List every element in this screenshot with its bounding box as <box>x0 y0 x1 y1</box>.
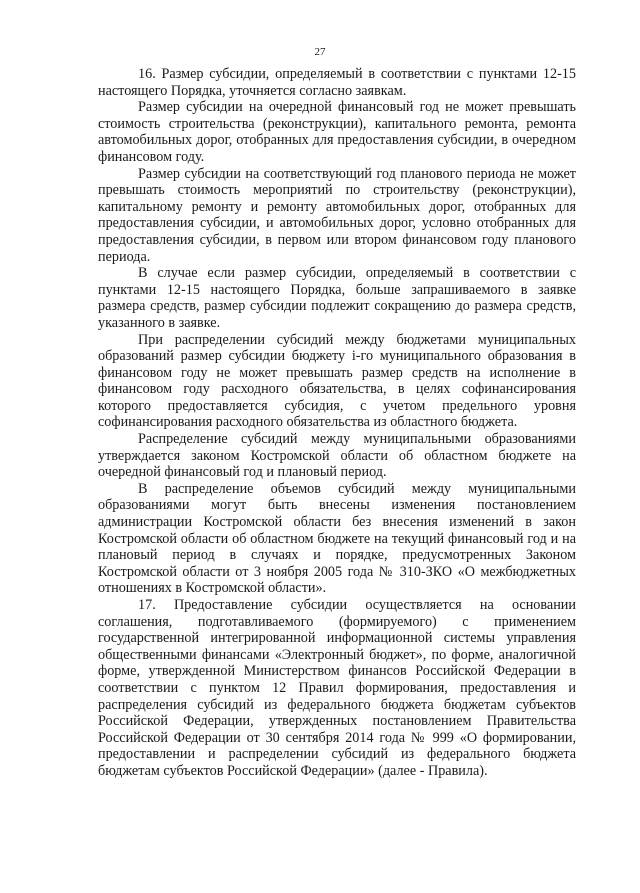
paragraph-distribution-approval: Распределение субсидий между муниципальными образованиями утверждается законом Костромской области об областном бюджете на очередной финансовый год и плановый период. <box>98 431 576 481</box>
paragraph-17-agreement: 17. Предоставление субсидии осуществляется на основании соглашения, подготавливаемого (формируемого) с применением государственной интегрированной информационной системы управления общественными финансами «Электронный бюджет», по форме, аналогичной форме, утвержденной Министерством финансов Российской Федерации в соответствии с пунктом 12 Правил формирования, предоставления и распределения субсидий из федерального бюджета бюджетам субъектов Российской Федерации, утвержденных постановлением Правительства Российской Федерации от 30 сентября 2014 года № 999 «О формировании, предоставлении и распределении субсидий из федерального бюджета бюджетам субъектов Российской Федерации» (далее - Правила). <box>98 597 576 779</box>
paragraph-reduction-to-requested: В случае если размер субсидии, определяемый в соответствии с пунктами 12-15 настоящего Порядка, больше запрашиваемого в заявке размера средств, размер субсидии подлежит сокращению до размера средств, указанного в заявке. <box>98 265 576 331</box>
page-number: 27 <box>314 46 326 58</box>
paragraph-16-subsidy-size: 16. Размер субсидии, определяемый в соответствии с пунктами 12-15 настоящего Порядка, уточняется согласно заявкам. <box>98 66 576 99</box>
paragraph-planning-period-limit: Размер субсидии на соответствующий год планового периода не может превышать стоимость мероприятий по строительству (реконструкции), капитальному ремонту и ремонту автомобильных дорог, отобранных для предоставления субсидии, и автомобильных дорог, условно отобранных для предоставления субсидии, в первом или втором финансовом году планового периода. <box>98 165 576 265</box>
document-body <box>98 66 576 780</box>
paragraph-distribution-limit: При распределении субсидий между бюджетами муниципальных образований размер субсидии бюджету i-го муниципального образования в финансовом году не может превышать размер средств на исполнение в финансовом году расходного обязательства, в целях софинансирования которого предоставляется субсидия, с учетом предельного уровня софинансирования расходного обязательства из областного бюджета. <box>98 331 576 431</box>
paragraph-distribution-changes: В распределение объемов субсидий между муниципальными образованиями могут быть внесены изменения постановлением администрации Костромской области без внесения изменений в закон Костромской области об областном бюджете на текущий финансовый год и на плановый период в случаях и порядке, предусмотренных Законом Костромской области от 3 ноября 2005 года № 310-ЗКО «О межбюджетных отношениях в Костромской области». <box>98 480 576 597</box>
paragraph-next-year-limit: Размер субсидии на очередной финансовый год не может превышать стоимость строительства (реконструкции), капитального ремонта, ремонта автомобильных дорог, отобранных для предоставления субсидии, в очередном финансовом году. <box>98 99 576 165</box>
